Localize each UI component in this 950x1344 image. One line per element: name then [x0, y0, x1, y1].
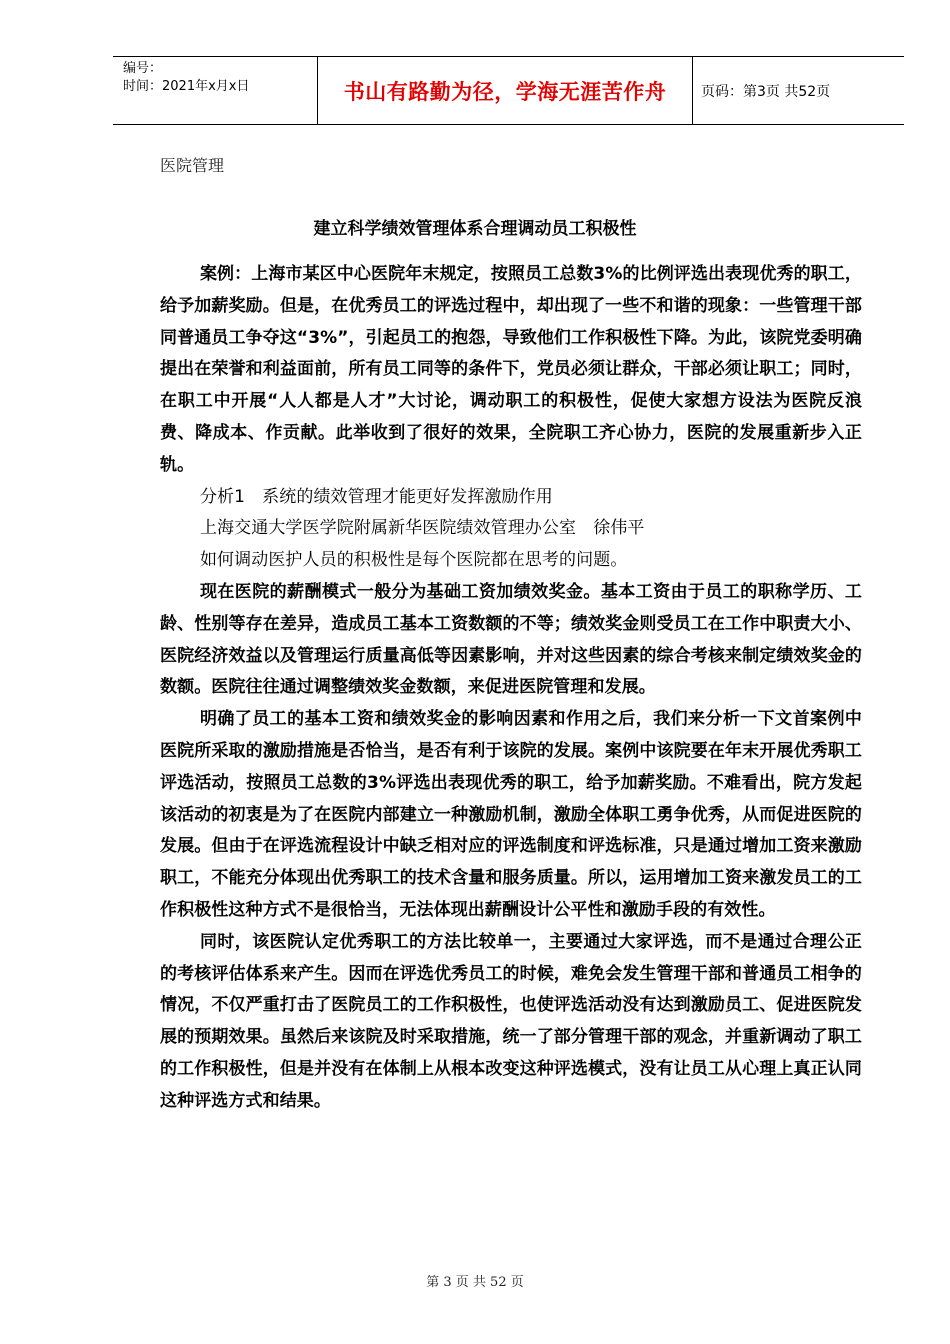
- category-label: 医院管理: [160, 156, 225, 175]
- body-paragraph-3: 明确了员工的基本工资和绩效奖金的影响因素和作用之后，我们来分析一下文首案例中医院所采取的激励措施是否恰当，是否有利于该院的发展。案例中该院要在年末开展优秀职工评选活动，按照员工总数的3%评选出表现优秀的职工，给予加薪奖励。不难看出，院方发起该活动的初衷是为了在医院内部建立一种激励机制，激励全体职工勇争优秀，从而促进医院的发展。但由于在评选流程设计中缺乏相对应的评选制度和评选标准，只是通过增加工资来激励职工，不能充分体现出优秀职工的技术含量和服务质量。所以，运用增加工资来激发员工的工作积极性这种方式不是很恰当，无法体现出薪酬设计公平性和激励手段的有效性。: [160, 709, 862, 920]
- page-footer: 第 3 页 共 52 页: [426, 1275, 524, 1290]
- body-paragraph-1: 如何调动医护人员的积极性是每个医院都在思考的问题。: [199, 550, 628, 571]
- page-header: [113, 56, 904, 125]
- body-paragraph-2: 现在医院的薪酬模式一般分为基础工资加绩效奖金。基本工资由于员工的职称学历、工龄、性别等存在差异，造成员工基本工资数额的不等；绩效奖金则受员工在工作中职责大小、医院经济效益以及管理运行质量高低等因素影响，并对这些因素的综合考核来制定绩效奖金的数额。医院往往通过调整绩效奖金数额，来促进医院管理和发展。: [160, 581, 862, 698]
- document-title: 建立科学绩效管理体系合理调动员工积极性: [313, 219, 637, 239]
- header-meta: [113, 57, 317, 124]
- number-label: 编号：: [123, 61, 163, 76]
- time-label: 时间：2021年x月x日: [123, 79, 250, 94]
- header-motto: 书山有路勤为径，学海无涯苦作舟: [317, 57, 693, 124]
- document-body: [160, 259, 862, 1118]
- author-line: 上海交通大学医学院附属新华医院绩效管理办公室 徐伟平: [199, 518, 645, 539]
- case-paragraph: 案例：上海市某区中心医院年末规定，按照员工总数3%的比例评选出表现优秀的职工，给予加薪奖励。但是，在优秀员工的评选过程中，却出现了一些不和谐的现象：一些管理干部同普通员工争夺这“3%”，引起员工的抱怨，导致他们工作积极性下降。为此，该院党委明确提出在荣誉和利益面前，所有员工同等的条件下，党员必须让群众，干部必须让职工；同时，在职工中开展“人人都是人才”大讨论，调动职工的积极性，促使大家想方设法为医院反浪费、降成本、作贡献。此举收到了很好的效果，全院职工齐心协力，医院的发展重新步入正轨。: [160, 264, 862, 475]
- header-page-info: 页码：第3页 共52页: [701, 83, 831, 100]
- body-paragraph-4: 同时，该医院认定优秀职工的方法比较单一，主要通过大家评选，而不是通过合理公正的考核评估体系来产生。因而在评选优秀员工的时候，难免会发生管理干部和普通员工相争的情况，不仅严重打击了医院员工的工作积极性，也使评选活动没有达到激励员工、促进医院发展的预期效果。虽然后来该院及时采取措施，统一了部分管理干部的观念，并重新调动了职工的工作积极性，但是并没有在体制上从根本改变这种评选模式，没有让员工从心理上真正认同这种评选方式和结果。: [160, 931, 862, 1111]
- analysis-heading: 分析1 系统的绩效管理才能更好发挥激励作用: [199, 486, 553, 507]
